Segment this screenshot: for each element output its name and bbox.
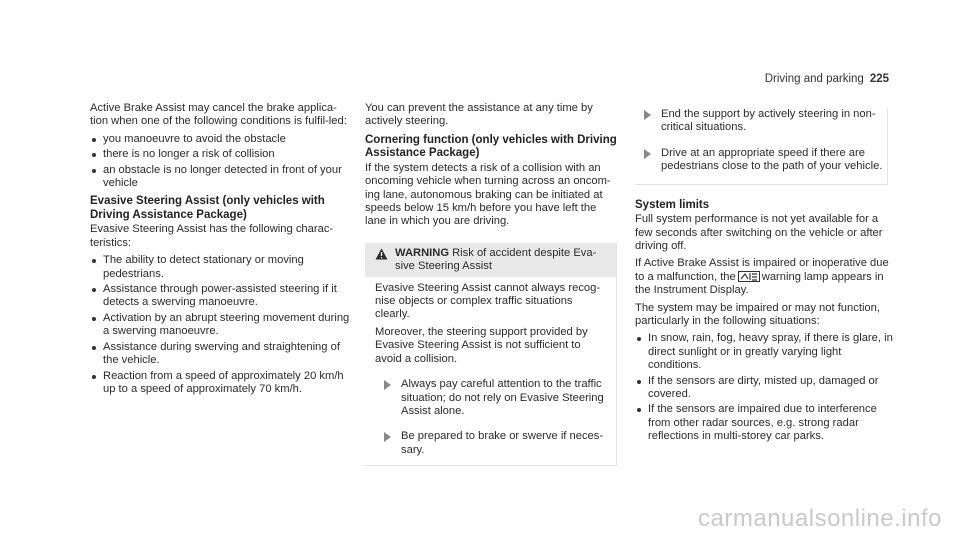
bullet-icon xyxy=(92,169,96,173)
list-item-text: you manoeuvre to avoid the obstacle xyxy=(103,132,286,145)
warning-box xyxy=(365,243,617,466)
section-heading: Cornering function (only vehicles with Driving Assistance Package) xyxy=(365,133,617,160)
list-item xyxy=(90,254,352,281)
warning-body xyxy=(365,277,616,457)
list-item xyxy=(90,283,352,310)
prevent-paragraph: You can prevent the assistance at any time by actively steering. xyxy=(365,102,593,128)
list-item-text: Reaction from a speed of approximately 20 km/h up to a speed of approximately 70 km/h. xyxy=(103,369,344,395)
warning-label: WARNING xyxy=(395,246,450,259)
arrow-right-icon xyxy=(644,110,651,120)
list-item-text: Assistance through power-assisted steering if it detects a swerving manoeuvre. xyxy=(103,283,337,309)
list-item-text: Activation by an abrupt steering movement during a swerving manoeuvre. xyxy=(103,311,350,338)
list-item-text: an obstacle is no longer detected in front of your vehicle xyxy=(103,163,342,190)
characteristics-intro: Evasive Steering Assist has the following charac-teristics: xyxy=(90,223,334,249)
list-item xyxy=(635,403,897,443)
running-header xyxy=(765,73,889,86)
malfunction-paragraph xyxy=(635,257,897,297)
bullet-icon xyxy=(637,380,641,384)
action-text: Drive at an appropriate speed if there are pedestrians close to the path of your vehicle. xyxy=(661,146,883,173)
malfunction-text-end: warning lamp appears in the Instrument Display. xyxy=(635,270,884,297)
bullet-icon xyxy=(637,408,641,412)
cornering-paragraph: If the system detects a risk of a collision with an oncoming vehicle when turning across an oncom-ing lane, autonomous braking can be initiated at speeds below 15 km/h before you have left the lane in which you are driving. xyxy=(365,161,611,228)
column-2 xyxy=(365,102,617,466)
warning-paragraph: Moreover, the steering support provided by Evasive Steering Assist is not sufficient to avoid a collision. xyxy=(375,325,588,365)
warning-triangle-icon xyxy=(375,248,388,260)
situations-intro: The system may be impaired or may not function, particularly in the following situations: xyxy=(635,301,880,327)
distance-warning-lamp-icon xyxy=(738,271,760,282)
action-text: Always pay careful attention to the traffic situation; do not rely on Evasive Steering Assist alone. xyxy=(401,378,604,417)
bullet-icon xyxy=(92,288,96,292)
list-item-text: If the sensors are impaired due to interference from other radar sources, e.g. strong radar reflections in multi-storey car parks. xyxy=(648,403,877,443)
column-1 xyxy=(90,102,352,400)
conditions-list xyxy=(90,133,352,191)
action-item xyxy=(635,147,887,174)
list-item-text: If the sensors are dirty, misted up, damaged or covered. xyxy=(648,374,879,400)
column-3 xyxy=(635,102,897,448)
list-item-text: The ability to detect stationary or moving pedestrians. xyxy=(103,254,304,280)
bullet-icon xyxy=(92,317,96,321)
bullet-icon xyxy=(92,375,96,379)
section-heading: Evasive Steering Assist (only vehicles with Driving Assistance Package) xyxy=(90,195,325,221)
bullet-icon xyxy=(92,259,96,263)
arrow-right-icon xyxy=(644,149,651,159)
action-item xyxy=(375,378,608,418)
list-item xyxy=(90,341,352,368)
list-item xyxy=(90,312,352,339)
list-item xyxy=(635,375,897,402)
action-text: End the support by actively steering in non-critical situations. xyxy=(661,108,876,134)
malfunction-text-start: If Active Brake Assist is impaired or inoperative due to a malfunction, the xyxy=(635,257,889,283)
bullet-icon xyxy=(637,337,641,341)
list-item xyxy=(90,370,352,397)
bullet-icon xyxy=(92,138,96,142)
limits-paragraph: Full system performance is not yet available for a few seconds after switching on the vehicle or after driving off. xyxy=(635,213,883,252)
list-item xyxy=(90,133,352,146)
warning-continuation-box xyxy=(635,108,888,185)
characteristics-list xyxy=(90,254,352,396)
warning-paragraph: Evasive Steering Assist cannot always recog-nise objects or complex traffic situations clearly. xyxy=(375,281,601,321)
bullet-icon xyxy=(92,153,96,157)
action-item xyxy=(375,430,608,457)
list-item-text: there is no longer a risk of collision xyxy=(103,148,275,161)
arrow-right-icon xyxy=(384,432,391,442)
bullet-icon xyxy=(92,346,96,350)
list-item-text: Assistance during swerving and straightening of the vehicle. xyxy=(103,340,340,367)
warning-header xyxy=(365,243,616,277)
situations-list xyxy=(635,332,897,443)
warning-title: Risk of accident despite Eva-sive Steering Assist xyxy=(395,246,597,273)
action-text: Be prepared to brake or swerve if neces-sary. xyxy=(401,430,604,456)
list-item xyxy=(90,164,352,191)
intro-paragraph: Active Brake Assist may cancel the brake applica-tion when one of the following conditions is fulfil-led: xyxy=(90,102,347,128)
arrow-right-icon xyxy=(384,380,391,390)
action-item xyxy=(635,108,887,135)
list-item-text: In snow, rain, fog, heavy spray, if there is glare, in direct sunlight or in greatly varying light conditions. xyxy=(648,332,893,372)
list-item xyxy=(635,332,897,372)
section-heading: System limits xyxy=(635,198,710,211)
page-number: 225 xyxy=(869,73,889,85)
section-title: Driving and parking xyxy=(764,73,864,85)
watermark: carmanualsonline.info xyxy=(698,504,942,532)
list-item xyxy=(90,148,352,161)
